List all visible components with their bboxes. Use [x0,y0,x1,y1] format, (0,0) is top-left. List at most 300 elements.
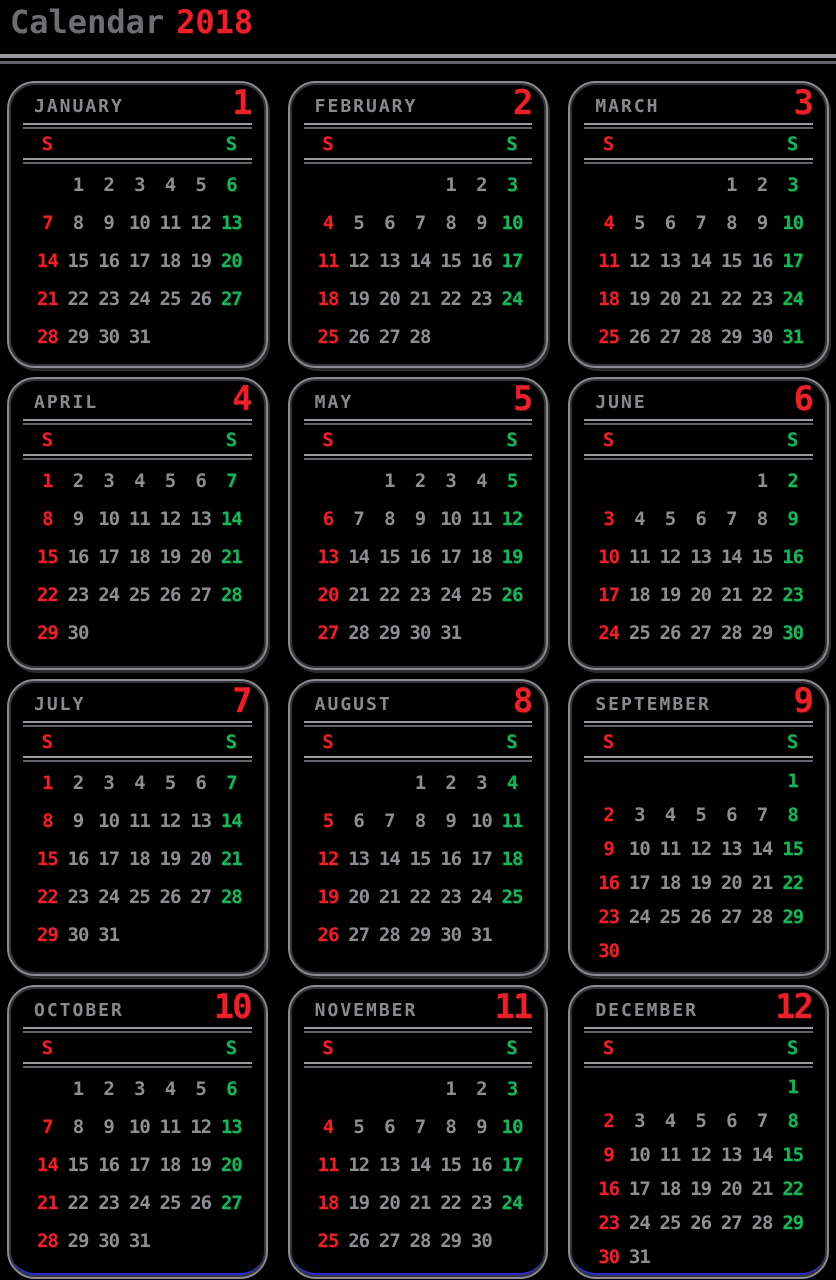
day-cell: 12 [190,1116,212,1138]
month-number-label: 7 [232,681,251,721]
day-cell: 4 [664,804,676,826]
month-card-june [568,377,829,670]
day-cell: 28 [220,886,242,908]
day-cell: 3 [634,1110,645,1132]
day-cell: 5 [695,1110,706,1132]
day-cell: 18 [501,848,523,870]
day-cell: 27 [690,622,712,644]
month-number-label: 5 [512,379,532,419]
day-cell: 19 [659,584,681,606]
month-card-header [22,83,253,123]
day-cell: 5 [164,772,176,794]
weekday-letter: W [414,730,426,753]
day-cell: 20 [220,1154,242,1176]
weekday-letter: T [383,730,396,753]
day-cell: 24 [628,906,650,928]
month-number-label: 4 [232,379,251,419]
day-cell: 6 [695,508,706,530]
weekday-letter: T [664,1036,676,1059]
weekday-letter: W [133,132,146,155]
weekday-letter: F [194,730,207,753]
weekday-row [22,1035,253,1060]
title-divider-rule [0,54,836,64]
day-cell: 14 [36,1154,58,1176]
month-card-february [288,81,549,368]
day-cell: 15 [751,546,773,568]
day-cell: 18 [317,1192,339,1214]
day-cell: 8 [42,810,53,832]
weekday-letter: S [41,132,54,155]
day-cell: 27 [378,1230,400,1252]
day-cell: 23 [470,288,492,310]
month-header-rule [23,721,252,727]
day-cell: 13 [317,546,339,568]
day-grid [22,166,253,356]
day-cell: 8 [787,804,798,826]
day-cell: 12 [190,212,212,234]
weekday-letter: M [72,428,84,451]
weekday-row [303,427,534,452]
day-cell: 23 [470,1192,492,1214]
day-cell: 2 [445,772,456,794]
weekday-letter: F [475,1036,488,1059]
day-cell: 8 [726,212,737,234]
day-cell: 11 [659,1144,681,1166]
weekday-letter: F [194,132,207,155]
day-cell: 2 [72,772,84,794]
weekday-letter: T [383,1036,396,1059]
day-cell: 19 [348,288,370,310]
day-cell: 29 [782,906,804,928]
weekday-letter: F [475,730,488,753]
month-card-header [22,987,253,1027]
day-cell: 15 [67,250,89,272]
day-cell: 30 [440,924,462,946]
day-cell: 10 [501,212,523,234]
weekday-letter: T [444,428,457,451]
day-cell: 12 [659,546,681,568]
day-cell: 5 [195,174,206,196]
day-cell: 6 [353,810,364,832]
day-cell: 22 [36,584,58,606]
day-cell: 24 [470,886,492,908]
weekday-rule [304,454,533,460]
day-cell: 2 [414,470,426,492]
day-cell: 20 [220,250,242,272]
day-cell: 11 [470,508,492,530]
day-cell: 9 [603,838,614,860]
day-cell: 17 [128,1154,150,1176]
day-cell: 19 [628,288,650,310]
day-cell: 1 [414,772,426,794]
weekday-letter: S [41,1036,54,1059]
weekday-letter: T [725,730,738,753]
weekday-letter: M [72,132,84,155]
weekday-letter: S [322,132,334,155]
day-cell: 27 [659,326,681,348]
weekday-rule [23,158,252,164]
weekday-letter: W [694,132,707,155]
month-number-label: 6 [793,379,812,419]
weekday-letter: F [475,428,488,451]
day-cell: 15 [440,1154,462,1176]
day-cell: 21 [690,288,712,310]
day-cell: 22 [409,886,431,908]
month-card-july [7,679,268,976]
month-number-label: 11 [494,987,532,1027]
weekday-rule [584,1062,813,1068]
weekday-letter: T [383,132,396,155]
day-cell: 3 [134,1078,145,1100]
weekday-letter: F [756,730,768,753]
weekday-letter: W [133,1036,146,1059]
day-cell: 30 [67,924,89,946]
month-number-label: 3 [793,83,812,123]
day-cell: 27 [720,906,742,928]
day-cell: 28 [36,326,58,348]
weekday-letter: T [664,730,676,753]
day-cell: 3 [103,470,114,492]
month-name-label: AUGUST [314,694,392,715]
day-cell: 20 [378,288,400,310]
day-cell: 14 [348,546,370,568]
day-cell: 3 [103,772,114,794]
weekday-rule [304,1062,533,1068]
day-cell: 4 [603,212,614,234]
day-cell: 16 [440,848,462,870]
weekday-rule [584,756,813,762]
day-cell: 6 [195,772,206,794]
day-cell: 25 [159,288,181,310]
day-cell: 22 [751,584,773,606]
month-card-header [583,987,814,1027]
day-cell: 31 [128,326,150,348]
month-card-november [288,985,549,1279]
day-cell: 17 [628,1178,650,1200]
day-cell: 20 [378,1192,400,1214]
month-card-october [7,985,268,1279]
day-cell: 22 [36,886,58,908]
day-cell: 17 [470,848,492,870]
day-cell: 21 [36,288,58,310]
day-cell: 31 [98,924,120,946]
day-cell: 14 [751,838,773,860]
day-cell: 16 [751,250,773,272]
weekday-letter: T [102,132,115,155]
day-cell: 8 [72,212,84,234]
day-cell: 29 [378,622,400,644]
weekday-letter: T [664,428,676,451]
day-cell: 17 [440,546,462,568]
weekday-rule [304,158,533,164]
day-cell: 19 [159,848,181,870]
weekday-letter: W [414,428,426,451]
day-cell: 20 [190,848,212,870]
month-name-label: DECEMBER [595,1000,699,1021]
weekday-rule [584,158,813,164]
month-card-header [583,83,814,123]
day-cell: 18 [128,546,150,568]
day-cell: 29 [440,1230,462,1252]
day-cell: 3 [506,174,518,196]
day-cell: 25 [628,622,650,644]
month-name-label: JULY [34,694,86,715]
day-cell: 25 [128,886,150,908]
weekday-letter: T [102,428,115,451]
weekday-letter: T [664,132,676,155]
day-cell: 13 [190,508,212,530]
day-cell: 12 [690,838,712,860]
month-header-rule [584,419,813,425]
month-number-label: 12 [775,987,812,1027]
day-cell: 18 [317,288,339,310]
month-header-rule [304,721,533,727]
day-cell: 10 [628,838,650,860]
day-cell: 8 [445,212,456,234]
day-cell: 18 [628,584,650,606]
month-card-header [303,379,534,419]
day-cell: 6 [726,1110,737,1132]
day-cell: 6 [226,1078,237,1100]
day-grid [583,462,814,652]
day-grid [303,166,534,356]
day-cell: 21 [751,1178,773,1200]
month-card-may [288,377,549,670]
day-cell: 7 [695,212,706,234]
weekday-letter: T [444,730,457,753]
day-cell: 19 [190,1154,212,1176]
day-cell: 10 [440,508,462,530]
weekday-row [583,729,814,754]
weekday-letter: S [225,1036,238,1059]
weekday-row [22,729,253,754]
day-cell: 30 [598,1246,620,1268]
month-card-header [303,987,534,1027]
day-cell: 17 [598,584,620,606]
day-cell: 26 [628,326,650,348]
weekday-letter: T [444,1036,457,1059]
day-cell: 3 [603,508,614,530]
day-cell: 17 [628,872,650,894]
weekday-letter: T [102,730,115,753]
day-cell: 2 [787,470,798,492]
day-cell: 26 [501,584,523,606]
day-grid [583,764,814,968]
day-cell: 10 [98,810,120,832]
weekday-letter: F [756,1036,768,1059]
day-cell: 30 [98,1230,120,1252]
day-cell: 30 [598,940,620,962]
day-cell: 23 [409,584,431,606]
day-cell: 7 [42,212,53,234]
weekday-letter: S [225,730,238,753]
day-cell: 26 [190,1192,212,1214]
day-cell: 22 [782,1178,804,1200]
day-cell: 22 [378,584,400,606]
day-cell: 14 [690,250,712,272]
day-cell: 20 [720,1178,742,1200]
day-cell: 5 [322,810,334,832]
day-cell: 5 [634,212,645,234]
day-cell: 15 [782,838,804,860]
day-cell: 5 [506,470,518,492]
day-cell: 11 [598,250,620,272]
month-name-label: MAY [314,392,354,413]
day-cell: 25 [317,326,339,348]
day-cell: 1 [42,470,53,492]
day-cell: 23 [67,886,89,908]
day-cell: 30 [470,1230,492,1252]
day-cell: 11 [317,1154,339,1176]
day-cell: 9 [414,508,426,530]
day-cell: 16 [470,1154,492,1176]
day-cell: 19 [159,546,181,568]
day-cell: 22 [720,288,742,310]
day-cell: 26 [159,584,181,606]
day-cell: 18 [128,848,150,870]
weekday-letter: S [322,428,334,451]
day-cell: 20 [690,584,712,606]
month-card-august [288,679,549,976]
day-cell: 25 [159,1192,181,1214]
day-cell: 24 [128,288,150,310]
day-cell: 27 [317,622,339,644]
day-cell: 1 [384,470,395,492]
day-cell: 24 [628,1212,650,1234]
weekday-letter: M [72,1036,84,1059]
day-cell: 17 [98,546,120,568]
day-cell: 26 [659,622,681,644]
month-header-rule [304,123,533,129]
weekday-letter: W [133,428,146,451]
day-cell: 20 [190,546,212,568]
day-cell: 14 [720,546,742,568]
day-cell: 30 [782,622,804,644]
day-cell: 19 [317,886,339,908]
day-cell: 15 [782,1144,804,1166]
day-cell: 21 [409,1192,431,1214]
day-cell: 18 [470,546,492,568]
weekday-row [22,131,253,156]
day-cell: 20 [317,584,339,606]
weekday-letter: M [352,132,365,155]
month-header-rule [584,123,813,129]
weekday-row [583,1035,814,1060]
day-cell: 7 [226,772,237,794]
day-cell: 1 [445,174,456,196]
weekday-letter: F [756,428,768,451]
day-cell: 23 [440,886,462,908]
day-cell: 24 [98,584,120,606]
day-cell: 31 [128,1230,150,1252]
day-cell: 9 [476,1116,487,1138]
day-cell: 7 [756,804,768,826]
month-card-january [7,81,268,368]
day-cell: 27 [220,1192,242,1214]
day-cell: 20 [659,288,681,310]
day-cell: 16 [470,250,492,272]
weekday-letter: S [786,730,799,753]
day-cell: 9 [445,810,456,832]
day-cell: 15 [36,848,58,870]
day-cell: 6 [726,804,737,826]
day-grid [22,462,253,652]
day-cell: 4 [164,174,176,196]
day-cell: 18 [659,872,681,894]
day-cell: 15 [67,1154,89,1176]
day-cell: 6 [664,212,676,234]
month-number-label: 8 [512,681,532,721]
day-grid [303,462,534,652]
day-cell: 23 [598,1212,620,1234]
day-cell: 23 [98,1192,120,1214]
day-cell: 23 [98,288,120,310]
day-cell: 26 [690,1212,712,1234]
weekday-letter: M [352,730,365,753]
day-cell: 4 [476,470,487,492]
day-cell: 20 [348,886,370,908]
day-cell: 28 [751,906,773,928]
day-cell: 30 [98,326,120,348]
day-cell: 13 [378,250,400,272]
day-cell: 7 [42,1116,53,1138]
day-cell: 6 [195,470,206,492]
day-cell: 28 [220,584,242,606]
day-cell: 1 [72,174,84,196]
day-cell: 15 [720,250,742,272]
day-cell: 29 [67,326,89,348]
day-cell: 7 [353,508,364,530]
day-cell: 1 [756,470,768,492]
day-cell: 16 [598,872,620,894]
day-cell: 30 [67,622,89,644]
day-grid [583,1070,814,1274]
day-cell: 1 [42,772,53,794]
day-cell: 28 [751,1212,773,1234]
weekday-letter: S [602,730,615,753]
day-cell: 11 [159,1116,181,1138]
weekday-row [303,131,534,156]
month-card-header [583,379,814,419]
month-name-label: OCTOBER [34,1000,124,1021]
day-cell: 15 [409,848,431,870]
day-cell: 1 [787,1076,798,1098]
day-cell: 5 [353,212,364,234]
day-cell: 24 [128,1192,150,1214]
day-cell: 1 [445,1078,456,1100]
day-cell: 1 [72,1078,84,1100]
day-cell: 13 [659,250,681,272]
day-cell: 22 [67,288,89,310]
day-cell: 8 [72,1116,84,1138]
day-cell: 12 [159,810,181,832]
month-header-rule [23,123,252,129]
day-cell: 18 [659,1178,681,1200]
weekday-letter: M [352,428,365,451]
day-cell: 11 [128,508,150,530]
day-cell: 2 [603,804,614,826]
day-cell: 9 [103,212,114,234]
day-cell: 11 [128,810,150,832]
weekday-letter: S [602,1036,615,1059]
day-cell: 5 [695,804,706,826]
day-cell: 25 [128,584,150,606]
day-cell: 29 [36,622,58,644]
day-cell: 6 [322,508,334,530]
day-cell: 27 [720,1212,742,1234]
weekday-rule [23,454,252,460]
day-cell: 16 [98,250,120,272]
